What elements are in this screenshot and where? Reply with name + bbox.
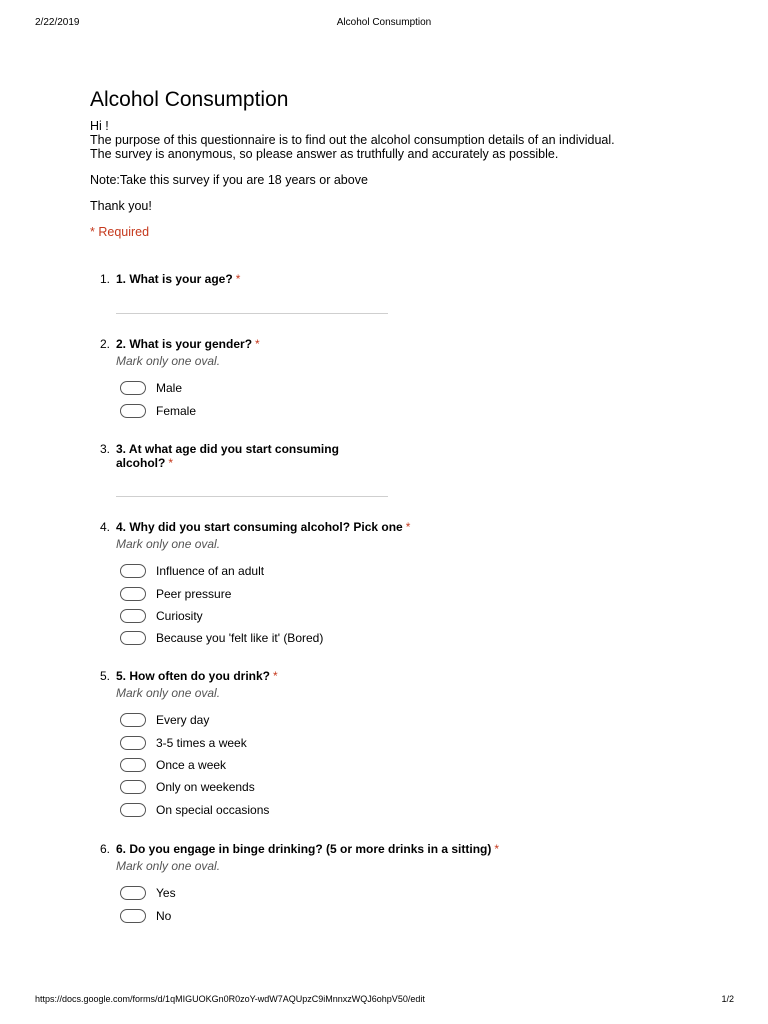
radio-oval[interactable]: [120, 404, 146, 418]
radio-oval[interactable]: [120, 758, 146, 772]
question-text: 6. Do you engage in binge drinking? (5 or more drinks in a sitting): [116, 842, 492, 856]
thanks-text: Thank you!: [90, 199, 152, 213]
question-title: [100, 520, 660, 534]
question-reason: [100, 520, 660, 650]
option-3-5-times[interactable]: [120, 731, 660, 753]
option-label: Once a week: [156, 757, 227, 772]
option-male[interactable]: [120, 377, 660, 399]
radio-oval[interactable]: [120, 909, 146, 923]
option-label: Male: [156, 381, 183, 396]
required-star: *: [235, 272, 241, 286]
radio-oval[interactable]: [120, 780, 146, 794]
option-weekends[interactable]: [120, 776, 660, 798]
radio-oval[interactable]: [120, 886, 146, 900]
print-header: [0, 17, 768, 31]
radio-oval[interactable]: [120, 587, 146, 601]
question-hint: Mark only one oval.: [116, 686, 221, 700]
question-title: [100, 272, 660, 286]
option-label: Curiosity: [156, 608, 203, 623]
description-line: Hi !: [90, 119, 109, 133]
option-list: [100, 560, 660, 650]
question-title: [100, 842, 660, 856]
question-number: 6.: [100, 842, 111, 856]
print-date: 2/22/2019: [35, 17, 80, 28]
form-title: Alcohol Consumption: [90, 88, 289, 111]
radio-oval[interactable]: [120, 736, 146, 750]
age-input[interactable]: [116, 312, 388, 314]
question-title: [100, 442, 660, 470]
form-description: [90, 119, 650, 213]
required-star: *: [494, 842, 500, 856]
option-label: Peer pressure: [156, 586, 232, 601]
option-list: [100, 882, 660, 927]
question-text: alcohol?: [116, 456, 166, 470]
option-label: Every day: [156, 713, 210, 728]
question-hint: Mark only one oval.: [116, 537, 221, 551]
question-text: 5. How often do you drink?: [116, 669, 270, 683]
option-special-occasions[interactable]: [120, 799, 660, 821]
question-number: 3.: [100, 442, 111, 456]
question-hint: Mark only one oval.: [116, 859, 221, 873]
option-bored[interactable]: [120, 627, 660, 649]
question-frequency: [100, 669, 660, 821]
option-label: Because you 'felt like it' (Bored): [156, 631, 324, 646]
option-label: Only on weekends: [156, 780, 255, 795]
option-list: [100, 377, 660, 422]
question-text: 3. At what age did you start consuming: [116, 442, 339, 456]
radio-oval[interactable]: [120, 713, 146, 727]
option-label: No: [156, 908, 172, 923]
question-age: [100, 272, 660, 314]
radio-oval[interactable]: [120, 564, 146, 578]
description-line: The survey is anonymous, so please answer as truthfully and accurately as possible.: [90, 147, 559, 161]
question-binge: [100, 842, 660, 927]
form-url[interactable]: https://docs.google.com/forms/d/1qMIGUOKGn0R0zoY-wdW7AQUpzC9iMnnxzWQJ6ohpV50/edit: [35, 994, 425, 1004]
radio-oval[interactable]: [120, 631, 146, 645]
option-label: Yes: [156, 886, 176, 901]
print-title: Alcohol Consumption: [336, 17, 432, 28]
question-title: [100, 669, 660, 683]
question-title: [100, 337, 660, 351]
question-start-age: [100, 442, 660, 497]
option-yes[interactable]: [120, 882, 660, 904]
age-note: Note:Take this survey if you are 18 years or above: [90, 173, 368, 187]
option-peer-pressure[interactable]: [120, 582, 660, 604]
option-once-week[interactable]: [120, 754, 660, 776]
question-number: 1.: [100, 272, 111, 286]
radio-oval[interactable]: [120, 381, 146, 395]
option-label: Female: [156, 403, 197, 418]
question-number: 4.: [100, 520, 111, 534]
option-list: [100, 709, 660, 821]
option-label: 3-5 times a week: [156, 735, 247, 750]
option-influence-adult[interactable]: [120, 560, 660, 582]
option-every-day[interactable]: [120, 709, 660, 731]
form-header: [90, 87, 650, 239]
required-star: *: [168, 456, 174, 470]
question-gender: [100, 337, 660, 422]
option-label: Influence of an adult: [156, 564, 265, 579]
question-number: 5.: [100, 669, 111, 683]
required-star: *: [405, 520, 411, 534]
question-text: 2. What is your gender?: [116, 337, 253, 351]
required-note: * Required: [90, 225, 150, 239]
option-female[interactable]: [120, 399, 660, 421]
start-age-input[interactable]: [116, 495, 388, 497]
option-curiosity[interactable]: [120, 605, 660, 627]
question-text: 4. Why did you start consuming alcohol? Pick one: [116, 520, 403, 534]
description-line: The purpose of this questionnaire is to find out the alcohol consumption details of an individual.: [90, 133, 615, 147]
page-number: 1/2: [721, 994, 734, 1004]
question-hint: Mark only one oval.: [116, 354, 221, 368]
question-number: 2.: [100, 337, 111, 351]
option-label: On special occasions: [156, 802, 270, 817]
radio-oval[interactable]: [120, 609, 146, 623]
radio-oval[interactable]: [120, 803, 146, 817]
required-star: *: [273, 669, 278, 683]
required-star: *: [255, 337, 260, 351]
option-no[interactable]: [120, 904, 660, 926]
question-text: 1. What is your age?: [116, 272, 233, 286]
